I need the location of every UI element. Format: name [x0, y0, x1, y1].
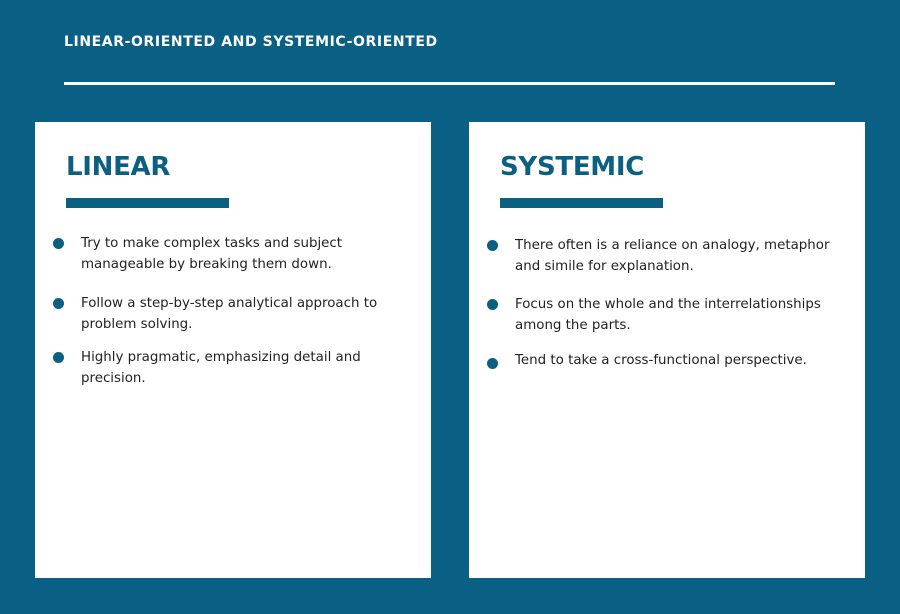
bullet-list [469, 235, 865, 371]
bullet-list [35, 233, 431, 389]
systemic-card [469, 122, 865, 578]
bullet-dot-icon [487, 358, 498, 369]
list-item [35, 233, 431, 275]
card-heading: LINEAR [66, 152, 171, 182]
list-item [469, 350, 865, 371]
bullet-dot-icon [53, 298, 64, 309]
bullet-dot-icon [487, 240, 498, 251]
card-heading: SYSTEMIC [500, 152, 645, 182]
list-item-text: Focus on the whole and the interrelationships among the parts. [515, 297, 821, 333]
bullet-dot-icon [53, 238, 64, 249]
list-item-text: Follow a step-by-step analytical approach to problem solving. [81, 296, 378, 332]
bullet-dot-icon [487, 299, 498, 310]
list-item-text: There often is a reliance on analogy, metaphor and simile for explanation. [515, 238, 830, 274]
list-item-text: Tend to take a cross-functional perspective. [515, 353, 807, 368]
heading-underline [66, 198, 229, 208]
list-item [469, 235, 865, 277]
list-item [35, 347, 431, 389]
list-item [469, 294, 865, 336]
heading-underline [500, 198, 663, 208]
bullet-dot-icon [53, 352, 64, 363]
page-title: LINEAR-ORIENTED AND SYSTEMIC-ORIENTED [64, 34, 438, 50]
list-item-text: Highly pragmatic, emphasizing detail and precision. [81, 350, 361, 386]
list-item-text: Try to make complex tasks and subject manageable by breaking them down. [81, 236, 343, 272]
linear-card [35, 122, 431, 578]
title-divider [64, 82, 835, 85]
list-item [35, 293, 431, 335]
